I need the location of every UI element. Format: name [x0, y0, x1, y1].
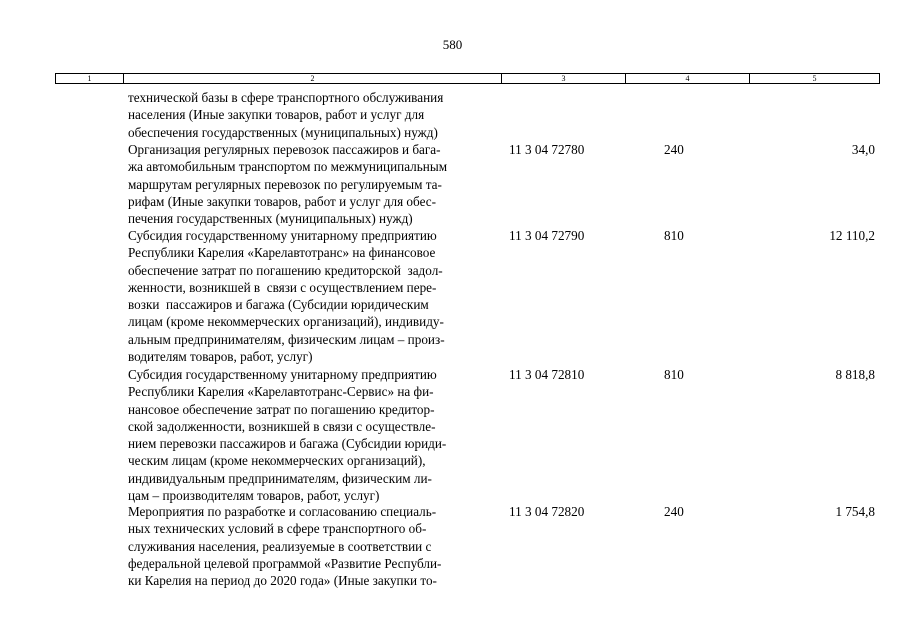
row-description: технической базы в сфере транспортного обслуживания населения (Иные закупки товаров, работ и услуг для обеспечения государственных (муниципальных) нужд) [128, 90, 444, 140]
column-header-2: 2 [124, 74, 502, 83]
row-expense-type: 240 [664, 504, 684, 519]
column-header-4: 4 [626, 74, 750, 83]
row-description: Организация регулярных перевозок пассажиров и бага- жа автомобильным транспортом по межмуниципальным маршрутам регулярных перевозок по регулируемым та- рифам (Иные закупки товаров, работ и услуг для обес- печения государственных (муниципальных) нужд) [128, 142, 448, 227]
row-description: Мероприятия по разработке и согласованию специаль- ных технических условий в сфере транспортного об- служивания населения, реализуемые в соответствии с федеральной целевой программой «Развитие Республи- ки Карелия на период до 2020 года» (Иные закупки то- [128, 504, 442, 589]
column-header-3: 3 [502, 74, 626, 83]
row-code: 11 3 04 72820 [509, 504, 585, 519]
row-amount: 8 818,8 [835, 367, 875, 382]
table-header-row [55, 73, 880, 84]
row-amount: 34,0 [851, 142, 875, 157]
row-description: Субсидия государственному унитарному предприятию Республики Карелия «Карелавтотранс-Сервис» на фи- нансовое обеспечение затрат по погашению кредитор- ской задолженности, возникшей в связи с осуществле- нием перевозки пассажиров и багажа (Субсидии юриди- ческим лицам (кроме некоммерческих организаций), индивидуальным предпринимателям, физическим ли- цам – производителям товаров, работ, услуг) [128, 367, 447, 504]
column-header-1: 1 [56, 74, 124, 83]
row-description: Субсидия государственному унитарному предприятию Республики Карелия «Карелавтотранс» на финансовое обеспечение затрат по погашению кредиторской задол- женности, возникшей в связи с осуществлением пере- возки пассажиров и багажа (Субсидии юридическим лицам (кроме некоммерческих организаций), индивиду- альным предпринимателям, физическим лицам – произ- водителям товаров, работ, услуг) [128, 228, 445, 365]
row-expense-type: 810 [664, 367, 684, 382]
row-code: 11 3 04 72790 [509, 228, 585, 243]
column-header-5: 5 [812, 74, 817, 83]
row-amount: 1 754,8 [835, 504, 875, 519]
row-code: 11 3 04 72780 [509, 142, 585, 157]
page-number: 580 [442, 37, 463, 52]
row-expense-type: 240 [664, 142, 684, 157]
row-code: 11 3 04 72810 [509, 367, 585, 382]
row-expense-type: 810 [664, 228, 684, 243]
row-amount: 12 110,2 [829, 228, 875, 243]
